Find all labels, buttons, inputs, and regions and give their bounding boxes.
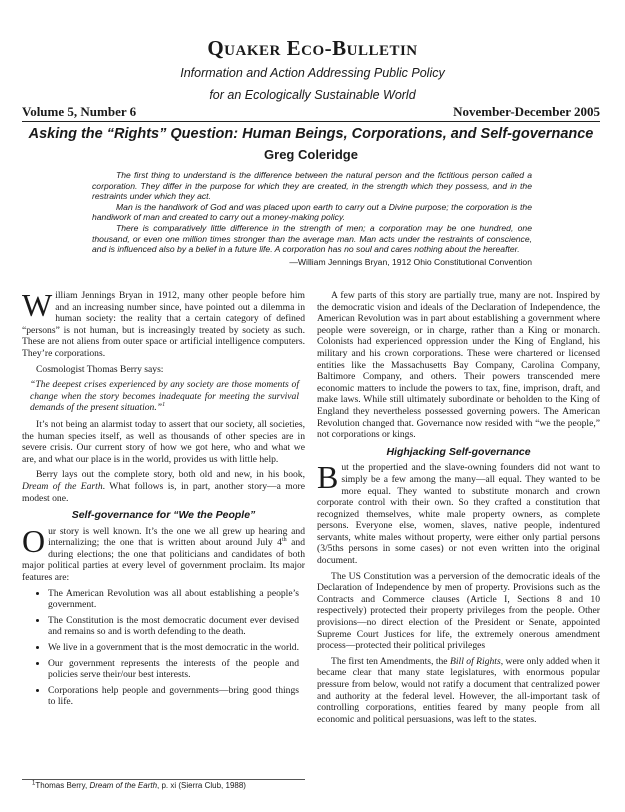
article-headline: Asking the “Rights” Question: Human Beings, Corporations, and Self-governance [28, 126, 594, 142]
left-column [22, 287, 305, 712]
footnote-rule [22, 779, 305, 780]
list-item: • Our government represents the interests of the people and policies serve their/our best interests. [48, 658, 299, 681]
feature-list [22, 588, 305, 708]
footnote-ref: 1 [162, 402, 166, 409]
article-author: Greg Coleridge [264, 147, 358, 162]
section-subhead: Highjacking Self-governance [386, 445, 531, 458]
book-title: Dream of the Earth [22, 480, 103, 492]
epigraph-paragraph: The first thing to understand is the difference between the natural person and the fictitious person called a corporation. They differ in the purpose for which they are created, in the strength which they possess, and in the restraints under which they act. [92, 170, 532, 202]
epigraph-paragraph: Man is the handiwork of God and was placed upon earth to carry out a Divine purpose; the corporation is the handiwork of man and created to carry out a money-making policy. [92, 201, 532, 223]
footnote: $^1$Thomas Berry, Dream of the Earth, p. xi (Sierra Club, 1988) [32, 780, 246, 790]
list-item: • The American Revolution was all about establishing a people’s government. [48, 588, 299, 611]
body-paragraph: Cosmologist Thomas Berry says: [36, 363, 164, 375]
masthead-title: Quaker Eco-Bulletin [207, 36, 418, 60]
epigraph-attribution: —William Jennings Bryan, 1912 Ohio Constitutional Convention [289, 256, 532, 267]
body-paragraph: William Jennings Bryan in 1912, many other people before him and an increasing number since, have pointed out a dilemma in human society: the reality that a certain category of defined “persons” is not human, but is increasingly treated by society as such. These are not aliens from outer space or artificial intelligence computers. They’re corporations. [22, 287, 305, 359]
body-paragraph: Berry lays out the complete story, both old and new, in his book, Dream of the Earth. What follows is, in part, another story—a more modest one. [22, 469, 305, 504]
body-paragraph: The first ten Amendments, the Bill of Rights, were only added when it became clear that many state legislatures, with enormous popular pressure from below, would not ratify a document that centralized power and authority at the federal level. However, the all-important task of controlling corporations, entities feared by many people from all economic and political persuasions, was left to the states. [317, 655, 600, 725]
epigraph [92, 170, 532, 267]
drop-cap: W [22, 287, 53, 323]
list-item: • We live in a government that is the most democratic in the world. [48, 642, 299, 654]
tagline-2: for an Ecologically Sustainable World [209, 88, 416, 102]
body-paragraph: It’s not being an alarmist today to assert that our society, all societies, the human species itself, as well as thousands of other species are in severe crisis. Our current story of how we got here, who and what we are, and what our place is in the world, provides us with little help. [22, 418, 305, 465]
section-subhead: Self-governance for “We the People” [71, 509, 256, 522]
volume-number: Volume 5, Number 6 [22, 104, 137, 119]
body-paragraph: Our story is well known. It’s the one we all grew up hearing and internalizing; the one that is written about around July 4th and during elections; the one that politicians and candidates of both major political parties at every level of government proclaim. Its major features are: [22, 522, 305, 584]
list-item: • Corporations help people and governments—bring good things to life. [48, 685, 299, 708]
issue-bar [22, 104, 600, 122]
block-quote: “The deepest crises experienced by any society are those moments of change when the story becomes inadequate for meeting the survival demands of the present situation.”$^1$ [30, 379, 299, 414]
body-paragraph: But the propertied and the slave-owning founders did not want to simply be a few among the many—all equal. They wanted to be more equal. They wanted to substitute monarch and crown corporate control with their own. So they crafted a constitution that recognized themselves, white male property owners, as complete persons. Everyone else, women, slaves, native people, indentured servants, white males without property, were either only partial persons (3/5ths persons in some cases) or not even written into the original document. [317, 459, 600, 567]
body-paragraph: A few parts of this story are partially true, many are not. Inspired by the democratic vision and ideals of the Declaration of Independence, the American Revolution was in part about establishing a government where people were sovereign, or in charge, rather than a King or monarch. Colonists had experienced oppression under the King of England, his military and his crown corporations. These were chartered or licensed entities like the Massachusetts Bay Company, Carolina Company, Baltimore Company, and others. Their powers transcended mere economic matters to include the powers to tax, fine, imprison, draft, and make laws. While still ultimately subordinate or beholden to the King of England they nevertheless possessed governing powers. The American Revolution changed that. Governance now resided with “we the people,” not corporations or kings. [317, 290, 600, 441]
epigraph-paragraph: There is comparatively little difference in the strength of men; a corporation may be one hundred, one thousand, or even one million times stronger than the average man. Man acts under the restraints of conscience, and is influenced also by a belief in a future life. A corporation has no soul and cares nothing about the hereafter. [92, 222, 532, 255]
body-paragraph: The US Constitution was a perversion of the democratic ideals of the Declaration of Independence by men of property. Provisions such as the Contracts and Commerce clauses (Article I, Sections 8 and 10 respectively) protected their property privileges from the people. Other provisions—no direct election of the President or Senate, appointed Supreme Court Justices for life, the extremely onerous amendment process—protected their political privileges [317, 570, 600, 652]
drop-cap: O [22, 522, 46, 559]
book-title: Dream of the Earth [89, 781, 158, 790]
drop-cap: B [317, 459, 339, 496]
issue-date: November-December 2005 [453, 104, 600, 119]
right-column [317, 290, 600, 729]
tagline-1: Information and Action Addressing Public Policy [180, 66, 445, 80]
masthead-rule [22, 121, 600, 122]
book-title: Bill of Rights [450, 655, 501, 667]
list-item: • The Constitution is the most democratic document ever devised and remains so and is worth defending to the death. [48, 615, 299, 638]
